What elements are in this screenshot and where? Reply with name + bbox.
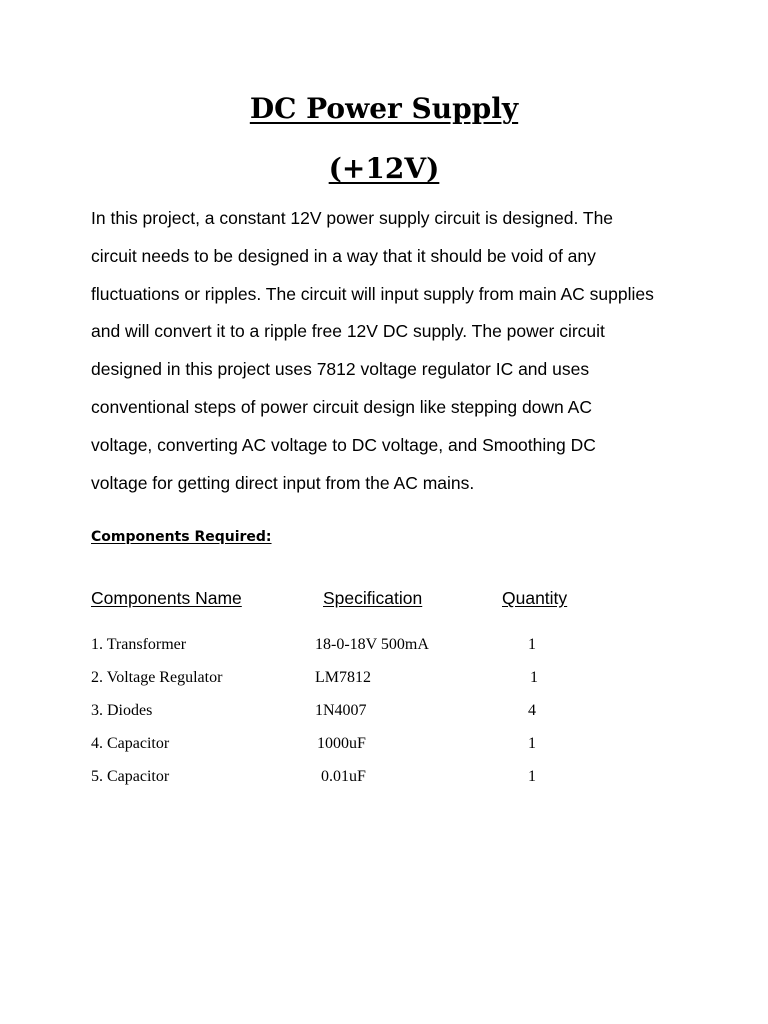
table-row bbox=[0, 735, 768, 768]
intro-line: In this project, a constant 12V power supply circuit is designed. The bbox=[91, 208, 614, 228]
intro-line: and will convert it to a ripple free 12V DC supply. The power circuit bbox=[91, 321, 605, 342]
intro-line: voltage for getting direct input from the AC mains. bbox=[91, 472, 475, 493]
component-spec: 18-0-18V 500mA bbox=[315, 636, 429, 653]
components-heading: Components Required: bbox=[91, 529, 272, 545]
component-spec: 1000uF bbox=[317, 735, 366, 752]
component-name: 3. Diodes bbox=[91, 702, 153, 719]
intro-line: circuit needs to be designed in a way that it should be void of any bbox=[91, 245, 596, 266]
intro-line: voltage, converting AC voltage to DC voltage, and Smoothing DC bbox=[91, 434, 596, 455]
intro-line: designed in this project uses 7812 voltage regulator IC and uses bbox=[91, 359, 590, 380]
component-spec: 0.01uF bbox=[321, 768, 366, 785]
component-qty: 4 bbox=[528, 702, 536, 719]
column-header-qty: Quantity bbox=[502, 588, 568, 608]
component-qty: 1 bbox=[530, 669, 538, 686]
component-spec: 1N4007 bbox=[315, 702, 367, 719]
component-name: 2. Voltage Regulator bbox=[91, 669, 223, 686]
page-title: DC Power Supply bbox=[249, 92, 519, 125]
components-table-body bbox=[0, 636, 768, 801]
column-header-name: Components Name bbox=[91, 588, 242, 608]
component-qty: 1 bbox=[528, 636, 536, 653]
component-spec: LM7812 bbox=[315, 669, 371, 686]
table-row bbox=[0, 702, 768, 735]
component-name: 1. Transformer bbox=[91, 636, 187, 653]
components-table-header bbox=[0, 588, 768, 612]
intro-paragraph bbox=[91, 200, 701, 502]
page-subtitle-voltage: (+12V) bbox=[328, 152, 440, 185]
table-row bbox=[0, 669, 768, 702]
intro-line: conventional steps of power circuit design like stepping down AC bbox=[91, 396, 592, 417]
table-row bbox=[0, 636, 768, 669]
table-row bbox=[0, 768, 768, 801]
component-name: 5. Capacitor bbox=[91, 768, 170, 785]
intro-line: fluctuations or ripples. The circuit will input supply from main AC supplies bbox=[91, 283, 654, 304]
component-qty: 1 bbox=[528, 735, 536, 752]
column-header-spec: Specification bbox=[323, 588, 423, 608]
component-name: 4. Capacitor bbox=[91, 735, 170, 752]
component-qty: 1 bbox=[528, 768, 536, 785]
